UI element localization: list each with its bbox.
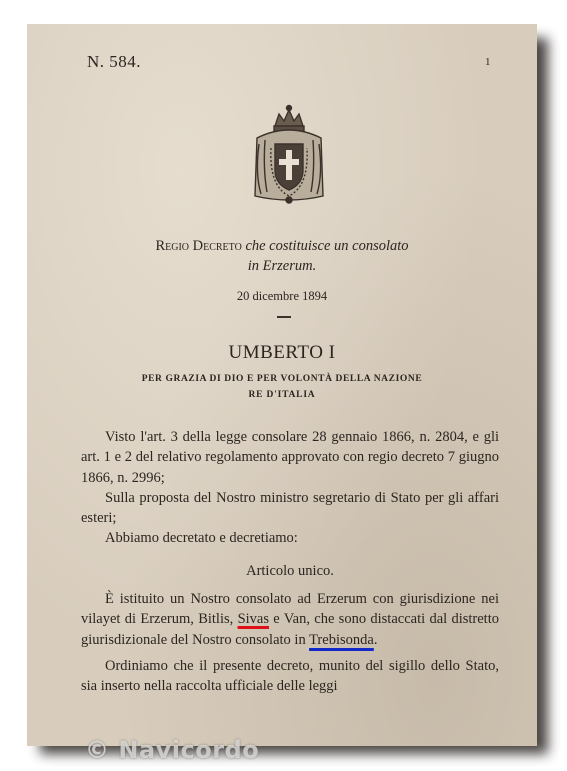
- title-italic-1: che costituisce un consolato: [245, 238, 409, 254]
- highlight-sivas: Sivas: [237, 611, 269, 628]
- royal-coat-of-arms-icon: [249, 104, 329, 208]
- re-line: RE D'ITALIA: [248, 390, 316, 400]
- article-text: [81, 589, 499, 650]
- document-page: [27, 24, 537, 764]
- grace-line: PER GRAZIA DI DIO E PER VOLONTÀ DELLA NAZIONE: [141, 374, 423, 384]
- article-heading: Articolo unico.: [246, 562, 334, 579]
- paragraph-proposta: Sulla proposta del Nostro ministro segretario di Stato per gli affari esteri;: [81, 489, 499, 527]
- paragraph-ordiniamo: Ordiniamo che il presente decreto, munito del sigillo dello Stato, sia inserto nella raccolta ufficiale delle leggi: [81, 657, 499, 695]
- article-text-start: È istituito un Nostro consolato ad Erzerum con giurisdizione nei vilayet di Erzerum, Bitlis,: [81, 591, 499, 628]
- highlight-trebisonda: Trebisonda: [309, 631, 374, 648]
- title-prefix: Regio Decreto: [155, 238, 242, 254]
- article-text-end: .: [373, 631, 378, 648]
- article-text-middle: e Van, che sono distaccati dal distretto giurisdizionale del Nostro consolato in: [81, 611, 499, 648]
- decree-date: 20 dicembre 1894: [236, 289, 328, 303]
- watermark: © Navicordo: [85, 736, 260, 764]
- paragraph-visto: Visto l'art. 3 della legge consolare 28 gennaio 1866, n. 2804, e gli art. 1 e 2 del relativo regolamento approvato con regio decreto 7 giugno 1866, n. 2996;: [81, 429, 499, 486]
- paragraph-abbiamo: Abbiamo decretato e decretiamo:: [105, 530, 298, 547]
- page-number: 1: [485, 56, 491, 68]
- decree-title: [67, 236, 497, 276]
- king-name: UMBERTO I: [228, 342, 336, 363]
- title-italic-2: in Erzerum.: [247, 258, 317, 274]
- decree-body: [81, 427, 499, 697]
- document-number: N. 584.: [87, 52, 142, 71]
- divider: [277, 316, 291, 318]
